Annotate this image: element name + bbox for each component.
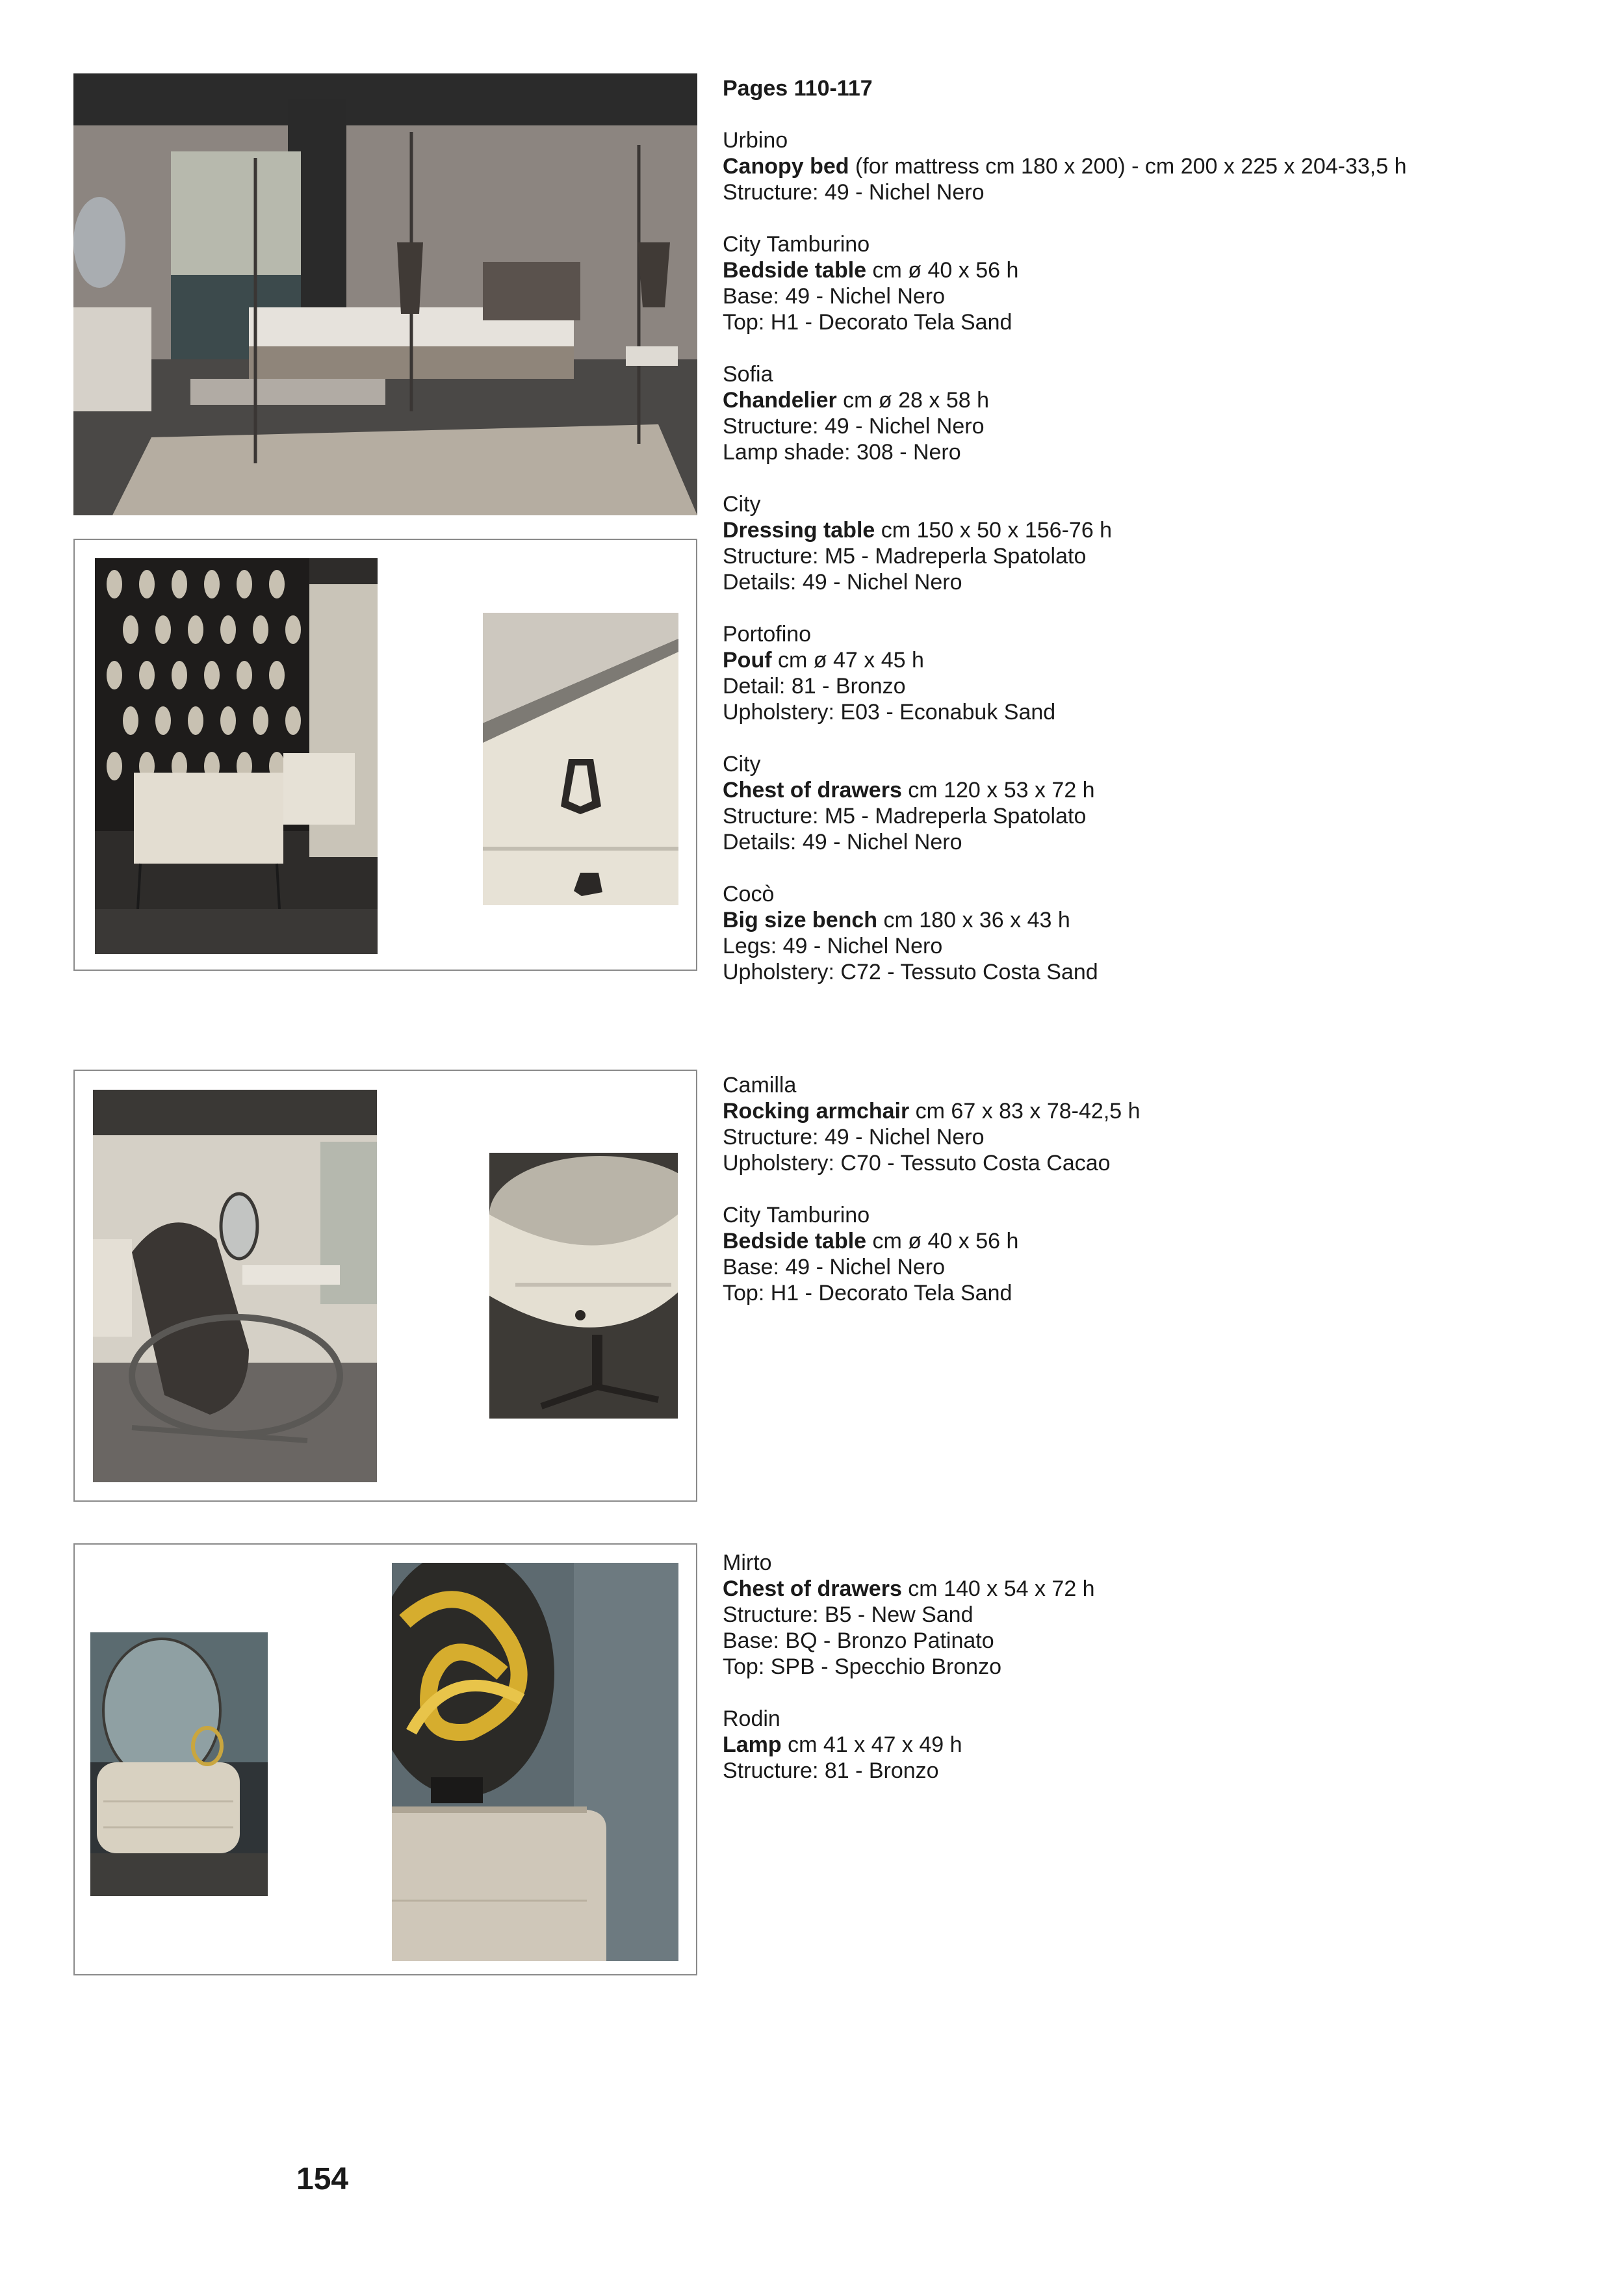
collection-name: Urbino bbox=[723, 128, 788, 153]
product-dimensions: cm 67 x 83 x 78-42,5 h bbox=[909, 1099, 1141, 1124]
product-line bbox=[723, 153, 1567, 179]
collection-name: City Tamburino bbox=[723, 1203, 870, 1228]
finish-spec: Upholstery: E03 - Econabuk Sand bbox=[723, 700, 1056, 725]
product-dimensions: cm 140 x 54 x 72 h bbox=[901, 1576, 1095, 1601]
product-line bbox=[723, 1098, 1567, 1124]
product-dimensions: cm 180 x 36 x 43 h bbox=[877, 908, 1070, 932]
product-type: Chest of drawers bbox=[723, 1576, 902, 1601]
collection-name: Sofia bbox=[723, 362, 773, 387]
collection-name: Cocò bbox=[723, 882, 775, 906]
product-dimensions: cm 120 x 53 x 72 h bbox=[901, 778, 1095, 803]
finish-spec: Detail: 81 - Bronzo bbox=[723, 674, 906, 699]
product-dimensions: (for mattress cm 180 x 200) - cm 200 x 225 x 204-33,5 h bbox=[849, 154, 1407, 179]
collection-name: City Tamburino bbox=[723, 232, 870, 257]
product-line bbox=[723, 517, 1567, 543]
spec-group-1 bbox=[723, 127, 1567, 1011]
product-spec-block bbox=[723, 621, 1567, 725]
finish-spec: Structure: B5 - New Sand bbox=[723, 1602, 973, 1627]
pages-reference-heading: Pages 110-117 bbox=[723, 76, 873, 101]
rocking-armchair-photo bbox=[93, 1090, 377, 1482]
finish-spec: Top: SPB - Specchio Bronzo bbox=[723, 1654, 1002, 1679]
mirto-chest-photo bbox=[90, 1632, 268, 1896]
finish-spec: Lamp shade: 308 - Nero bbox=[723, 440, 961, 465]
product-dimensions: cm ø 47 x 45 h bbox=[771, 648, 924, 673]
product-spec-block bbox=[723, 1706, 1567, 1784]
product-spec-block bbox=[723, 751, 1567, 855]
finish-spec: Base: BQ - Bronzo Patinato bbox=[723, 1628, 994, 1653]
product-line bbox=[723, 647, 1567, 673]
bedside-table-drum-photo bbox=[489, 1153, 678, 1419]
product-dimensions: cm ø 40 x 56 h bbox=[866, 1229, 1019, 1253]
chest-drawer-handle-photo bbox=[483, 613, 678, 905]
collection-name: Rodin bbox=[723, 1706, 780, 1731]
finish-spec: Details: 49 - Nichel Nero bbox=[723, 830, 962, 855]
collection-name: Mirto bbox=[723, 1550, 772, 1575]
product-type: Chandelier bbox=[723, 388, 837, 413]
product-spec-block bbox=[723, 881, 1567, 985]
product-dimensions: cm 41 x 47 x 49 h bbox=[781, 1732, 962, 1757]
product-type: Canopy bed bbox=[723, 154, 849, 179]
collection-name: Portofino bbox=[723, 622, 812, 647]
product-dimensions: cm ø 40 x 56 h bbox=[866, 258, 1019, 283]
product-spec-block bbox=[723, 491, 1567, 595]
product-line bbox=[723, 907, 1567, 933]
product-line bbox=[723, 387, 1567, 413]
product-spec-block bbox=[723, 361, 1567, 465]
product-type: Chest of drawers bbox=[723, 778, 902, 803]
finish-spec: Structure: 49 - Nichel Nero bbox=[723, 414, 985, 439]
collection-name: Camilla bbox=[723, 1073, 797, 1098]
product-dimensions: cm 150 x 50 x 156-76 h bbox=[875, 518, 1113, 543]
product-spec-block bbox=[723, 1550, 1567, 1680]
product-type: Dressing table bbox=[723, 518, 875, 543]
finish-spec: Base: 49 - Nichel Nero bbox=[723, 1255, 946, 1279]
spec-group-2 bbox=[723, 1072, 1567, 1332]
product-type: Big size bench bbox=[723, 908, 878, 932]
finish-spec: Upholstery: C72 - Tessuto Costa Sand bbox=[723, 960, 1098, 984]
finish-spec: Structure: 49 - Nichel Nero bbox=[723, 180, 985, 205]
product-line bbox=[723, 777, 1567, 803]
product-type: Lamp bbox=[723, 1732, 782, 1757]
rodin-lamp-photo bbox=[392, 1563, 678, 1961]
product-line bbox=[723, 1732, 1567, 1758]
finish-spec: Upholstery: C70 - Tessuto Costa Cacao bbox=[723, 1151, 1111, 1176]
finish-spec: Structure: M5 - Madreperla Spatolato bbox=[723, 804, 1087, 829]
product-dimensions: cm ø 28 x 58 h bbox=[836, 388, 990, 413]
dressing-area-photo bbox=[95, 558, 378, 954]
product-type: Pouf bbox=[723, 648, 772, 673]
finish-spec: Legs: 49 - Nichel Nero bbox=[723, 934, 943, 958]
spec-group-3 bbox=[723, 1550, 1567, 1810]
finish-spec: Top: H1 - Decorato Tela Sand bbox=[723, 310, 1012, 335]
product-type: Bedside table bbox=[723, 258, 867, 283]
bedroom-canopy-bed-photo bbox=[73, 73, 697, 515]
collection-name: City bbox=[723, 492, 761, 517]
collection-name: City bbox=[723, 752, 761, 777]
product-spec-block bbox=[723, 231, 1567, 335]
finish-spec: Structure: M5 - Madreperla Spatolato bbox=[723, 544, 1087, 569]
product-type: Rocking armchair bbox=[723, 1099, 910, 1124]
finish-spec: Base: 49 - Nichel Nero bbox=[723, 284, 946, 309]
product-line bbox=[723, 257, 1567, 283]
product-spec-block bbox=[723, 127, 1567, 205]
product-line bbox=[723, 1576, 1567, 1602]
finish-spec: Details: 49 - Nichel Nero bbox=[723, 570, 962, 595]
product-spec-block bbox=[723, 1072, 1567, 1176]
finish-spec: Top: H1 - Decorato Tela Sand bbox=[723, 1281, 1012, 1305]
finish-spec: Structure: 81 - Bronzo bbox=[723, 1758, 939, 1783]
product-type: Bedside table bbox=[723, 1229, 867, 1253]
finish-spec: Structure: 49 - Nichel Nero bbox=[723, 1125, 985, 1150]
product-spec-block bbox=[723, 1202, 1567, 1306]
product-line bbox=[723, 1228, 1567, 1254]
page-number: 154 bbox=[296, 2162, 349, 2196]
